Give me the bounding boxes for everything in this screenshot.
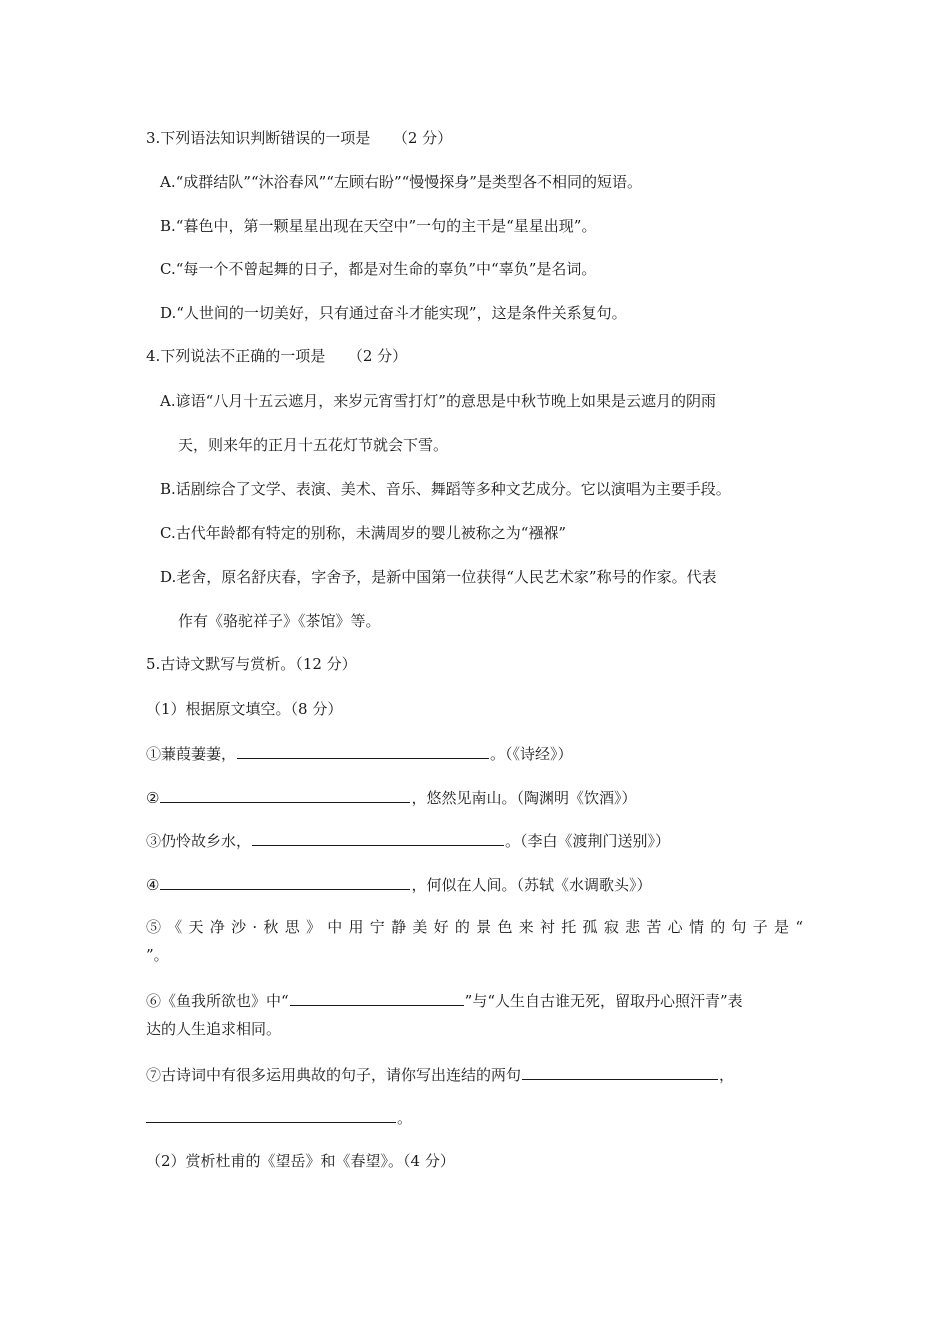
q5-part1-heading: （1）根据原文填空。（8 分） [146,700,343,718]
q3-stem: 3.下列语法知识判断错误的一项是 （2 分） [146,129,453,147]
q5-item-3-suffix: 。（李白《渡荆门送别》） [505,832,671,850]
q5-item-2-suffix: ，悠然见南山。（陶渊明《饮酒》） [411,789,637,807]
q5-item-6-suffix: ”与“人生自古谁无死，留取丹心照汗青”表 [464,992,743,1010]
q5-item-7-blank-2[interactable] [146,1107,396,1123]
q5-item-5-line1: ⑤《天净沙·秋思》中用宁静美好的景色来衬托孤寂悲苦心情的句子是“ [146,918,806,936]
q5-item-2 [146,787,636,808]
q4-option-a-line1: A.谚语“八月十五云遮月，来岁元宵雪打灯”的意思是中秋节晚上如果是云遮月的阴雨 [160,392,716,410]
q4-option-d-line2: 作有《骆驼祥子》《茶馆》等。 [178,612,381,630]
q5-item-6-prefix: ⑥《鱼我所欲也》中“ [146,992,289,1010]
q5-part2-heading: （2）赏析杜甫的《望岳》和《春望》。（4 分） [146,1152,455,1170]
q5-item-6-line2: 达的人生追求相同。 [146,1020,282,1038]
q5-stem: 5.古诗文默写与赏析。（12 分） [146,655,357,673]
q4-stem: 4.下列说法不正确的一项是 （2 分） [146,347,408,365]
q5-item-7-blank-1[interactable] [522,1064,718,1080]
q3-option-b: B.“暮色中，第一颗星星出现在天空中”一句的主干是“星星出现”。 [160,217,597,235]
q5-item-3-blank[interactable] [252,830,504,846]
q5-item-7-suffix: ， [719,1066,735,1084]
q3-option-a: A.“成群结队”“沐浴春风”“左顾右盼”“慢慢探身”是类型各不相同的短语。 [160,173,642,191]
q5-item-7-line2-suffix: 。 [397,1109,413,1127]
q5-item-2-blank[interactable] [160,787,410,803]
q5-item-1-blank[interactable] [237,743,489,759]
q5-item-6 [146,990,743,1011]
q5-item-6-blank[interactable] [290,990,464,1006]
q5-item-4-suffix: ，何似在人间。（苏轼《水调歌头》） [411,876,652,894]
q5-item-7 [146,1064,734,1085]
q5-item-3-prefix: ③仍怜故乡水， [146,832,252,850]
q5-item-3 [146,830,670,851]
q5-item-1 [146,743,573,764]
q5-item-7-prefix: ⑦古诗词中有很多运用典故的句子，请你写出连结的两句 [146,1066,522,1084]
q5-item-2-prefix: ② [146,789,160,807]
q5-item-4 [146,874,651,895]
q5-item-7-line2 [146,1107,412,1128]
q4-option-c: C.古代年龄都有特定的别称，未满周岁的婴儿被称之为“襁褓” [160,524,567,542]
q5-item-4-blank[interactable] [160,874,410,890]
q4-option-d-line1: D.老舍，原名舒庆春，字舍予，是新中国第一位获得“人民艺术家”称号的作家。代表 [160,568,717,586]
q4-option-a-line2: 天，则来年的正月十五花灯节就会下雪。 [178,436,449,454]
q5-item-5-line2: ”。 [146,946,169,964]
q5-item-1-prefix: ①蒹葭萋萋， [146,745,237,763]
q5-item-4-prefix: ④ [146,876,160,894]
q4-option-b: B.话剧综合了文学、表演、美术、音乐、舞蹈等多种文艺成分。它以演唱为主要手段。 [160,480,731,498]
q3-option-c: C.“每一个不曾起舞的日子，都是对生命的辜负”中“辜负”是名词。 [160,260,597,278]
q5-item-1-suffix: 。（《诗经》） [490,745,573,763]
q3-option-d: D.“人世间的一切美好，只有通过奋斗才能实现”，这是条件关系复句。 [160,304,627,322]
